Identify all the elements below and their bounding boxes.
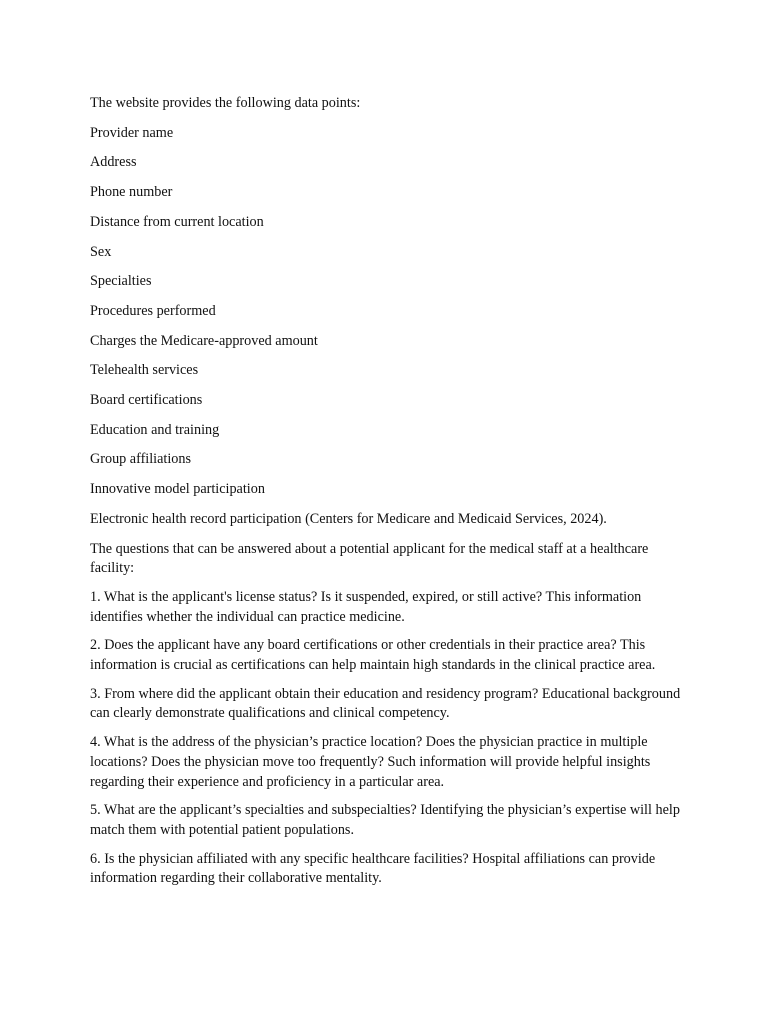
data-point-item: Innovative model participation [90,481,265,498]
data-point-item: Sex [90,243,112,260]
question-item: 1. What is the applicant's license status? Is it suspended, expired, or still active? This information identifies whether the individual can practice medicine. [90,588,642,625]
data-points-list [90,124,690,530]
data-point-item: Board certifications [90,392,203,409]
intro-paragraph: The website provides the following data points: [90,95,361,111]
data-point-item: Distance from current location [90,213,264,230]
question-item: 5. What are the applicant’s specialties and subspecialties? Identifying the physician’s expertise will help match them with potential patient populations. [90,802,680,838]
question-item: 3. From where did the applicant obtain their education and residency program? Educational background can clearly demonstrate qualifications and clinical competency. [90,685,681,722]
questions-list [90,588,690,889]
data-point-item: Education and training [90,421,220,438]
data-point-item: Charges the Medicare-approved amount [90,332,318,349]
question-item: 2. Does the applicant have any board certifications or other credentials in their practice area? This information is crucial as certifications can help maintain high standards in the clinical practice area. [90,637,656,674]
data-point-item: Telehealth services [90,362,199,379]
questions-intro-paragraph: The questions that can be answered about a potential applicant for the medical staff at a healthcare facility: [90,540,649,577]
data-point-item: Procedures performed [90,302,216,319]
question-item: 4. What is the address of the physician’s practice location? Does the physician practice in multiple locations? Does the physician move too frequently? Such information will provide helpful insights regarding their experience and proficiency in a particular area. [90,734,651,790]
data-point-item: Group affiliations [90,451,192,468]
data-point-item: Phone number [90,184,173,201]
data-point-item: Electronic health record participation (Centers for Medicare and Medicaid Services, 2024). [90,510,607,527]
data-point-item: Address [90,154,137,171]
question-item: 6. Is the physician affiliated with any specific healthcare facilities? Hospital affiliations can provide information regarding their collaborative mentality. [90,850,656,887]
data-point-item: Provider name [90,124,174,141]
data-point-item: Specialties [90,273,152,290]
document-page [90,94,690,898]
